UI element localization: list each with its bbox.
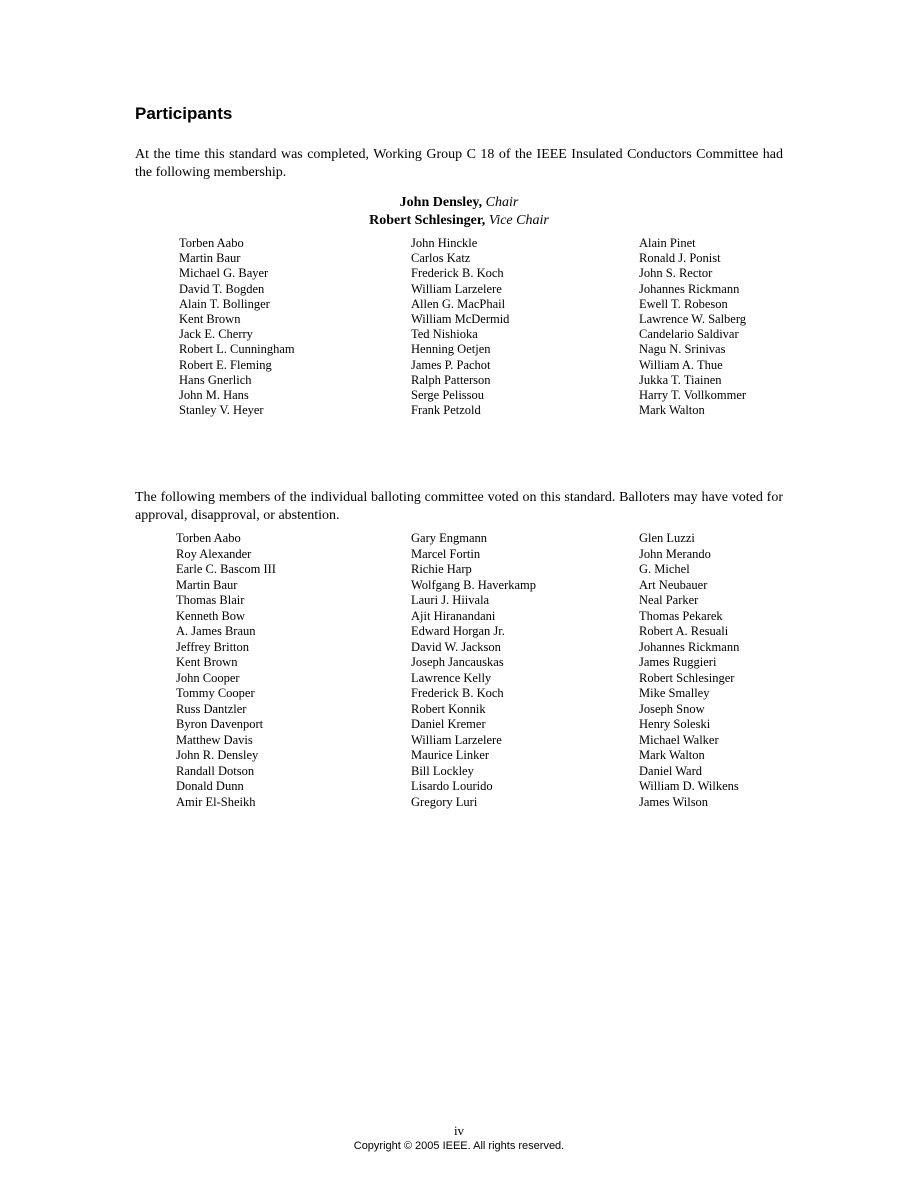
member-name: Michael G. Bayer <box>179 266 269 281</box>
balloter-name: Wolfgang B. Haverkamp <box>411 577 536 592</box>
balloter-name: Donald Dunn <box>176 779 244 793</box>
balloter-name: Tommy Cooper <box>176 686 255 700</box>
member-name: James P. Pachot <box>411 357 491 372</box>
section-heading: Participants <box>135 104 233 123</box>
officer-role: Chair <box>485 195 519 210</box>
officers-block <box>135 194 783 230</box>
balloter-name: G. Michel <box>639 562 690 576</box>
member-name: Ronald J. Ponist <box>639 251 721 266</box>
officer-vice-chair <box>135 212 783 230</box>
balloting-column-2 <box>411 531 536 810</box>
balloter-name: Bill Lockley <box>411 763 474 778</box>
balloter-name: A. James Braun <box>176 624 256 638</box>
balloter-name: Mark Walton <box>639 748 705 762</box>
balloter-name: John Cooper <box>176 670 240 685</box>
balloter-name: Jeffrey Britton <box>176 639 250 654</box>
balloter-name: Daniel Kremer <box>411 717 486 731</box>
member-name: Candelario Saldivar <box>639 327 739 342</box>
member-name: Frank Petzold <box>411 403 481 418</box>
member-name: Henning Oetjen <box>411 342 491 357</box>
member-name: Nagu N. Srinivas <box>639 342 726 357</box>
balloting-paragraph: The following members of the individual balloting committee voted on this standard. Balloters may have voted for approval, disapproval, or abstention. <box>135 490 783 523</box>
balloter-name: Mike Smalley <box>639 686 710 700</box>
member-name: Ted Nishioka <box>411 327 478 342</box>
officer-name: Robert Schlesinger, <box>369 213 486 228</box>
balloter-name: Marcel Fortin <box>411 546 481 561</box>
page-number: iv <box>453 1123 465 1138</box>
balloter-name: Lawrence Kelly <box>411 670 492 685</box>
balloter-name: Michael Walker <box>639 732 719 747</box>
member-name: Johannes Rickmann <box>639 281 740 296</box>
member-name: Stanley V. Heyer <box>179 403 264 418</box>
balloter-name: Roy Alexander <box>176 546 252 561</box>
balloter-name: Henry Soleski <box>639 717 711 731</box>
balloter-name: Joseph Snow <box>639 701 705 716</box>
balloter-name: Lauri J. Hiivala <box>411 593 490 607</box>
member-name: Ralph Patterson <box>411 372 491 387</box>
balloter-name: Edward Horgan Jr. <box>411 624 505 638</box>
member-name: Kent Brown <box>179 312 241 327</box>
balloter-name: Frederick B. Koch <box>411 686 504 700</box>
balloter-name: William Larzelere <box>411 732 502 747</box>
balloter-name: Gregory Luri <box>411 794 478 809</box>
member-name: Alain Pinet <box>639 236 696 250</box>
member-name: William McDermid <box>411 312 510 327</box>
balloter-name: Kent Brown <box>176 655 238 669</box>
member-name: Jukka T. Tiainen <box>639 372 722 387</box>
balloter-name: James Wilson <box>639 794 709 809</box>
balloter-name: Amir El-Sheikh <box>176 794 256 809</box>
balloting-column-3 <box>639 531 739 810</box>
officer-role: Vice Chair <box>488 213 549 228</box>
balloter-name: John Merando <box>639 546 711 561</box>
member-name: John M. Hans <box>179 388 249 403</box>
balloter-name: Torben Aabo <box>176 531 241 545</box>
balloter-name: Art Neubauer <box>639 577 708 592</box>
member-name: John S. Rector <box>639 266 713 281</box>
balloter-name: William D. Wilkens <box>639 779 739 793</box>
member-name: Mark Walton <box>639 403 705 418</box>
balloter-name: Randall Dotson <box>176 763 255 778</box>
working-group-column-2 <box>411 236 509 418</box>
balloter-name: Maurice Linker <box>411 748 490 762</box>
member-name: Allen G. MacPhail <box>411 296 506 311</box>
member-name: Frederick B. Koch <box>411 266 504 281</box>
member-name: Harry T. Vollkommer <box>639 388 747 403</box>
member-name: Torben Aabo <box>179 236 244 250</box>
intro-paragraph: At the time this standard was completed, Working Group C 18 of the IEEE Insulated Conductors Committee had the following membership. <box>135 147 783 180</box>
member-name: William Larzelere <box>411 281 502 296</box>
member-name: Martin Baur <box>179 251 241 266</box>
balloter-name: Gary Engmann <box>411 531 488 545</box>
balloter-name: Byron Davenport <box>176 717 264 731</box>
balloter-name: Lisardo Lourido <box>411 779 493 793</box>
balloter-name: Martin Baur <box>176 577 238 592</box>
working-group-column-1 <box>179 236 295 418</box>
copyright-notice: Copyright © 2005 IEEE. All rights reserved. <box>353 1140 565 1152</box>
member-name: Jack E. Cherry <box>179 327 253 342</box>
balloter-name: Earle C. Bascom III <box>176 562 276 576</box>
member-name: John Hinckle <box>411 236 478 250</box>
member-name: Serge Pelissou <box>411 388 485 403</box>
balloter-name: Richie Harp <box>411 562 472 576</box>
balloter-name: Thomas Pekarek <box>639 608 723 623</box>
balloter-name: James Ruggieri <box>639 655 717 669</box>
balloter-name: John R. Densley <box>176 748 259 762</box>
balloter-name: David W. Jackson <box>411 639 501 654</box>
balloter-name: Daniel Ward <box>639 763 702 778</box>
working-group-column-3 <box>639 236 746 418</box>
member-name: Alain T. Bollinger <box>179 296 270 311</box>
member-name: Robert E. Fleming <box>179 357 272 372</box>
balloter-name: Robert Schlesinger <box>639 670 735 685</box>
officer-chair <box>135 194 783 212</box>
balloter-name: Johannes Rickmann <box>639 639 740 654</box>
balloting-column-1 <box>176 531 276 810</box>
balloter-name: Robert Konnik <box>411 701 486 716</box>
member-name: David T. Bogden <box>179 281 265 296</box>
balloter-name: Glen Luzzi <box>639 531 695 545</box>
member-name: Carlos Katz <box>411 251 471 266</box>
balloter-name: Ajit Hiranandani <box>411 608 496 623</box>
member-name: William A. Thue <box>639 357 723 372</box>
member-name: Lawrence W. Salberg <box>639 312 747 327</box>
balloter-name: Thomas Blair <box>176 593 245 607</box>
balloter-name: Russ Dantzler <box>176 701 247 716</box>
balloter-name: Robert A. Resuali <box>639 624 729 638</box>
balloter-name: Neal Parker <box>639 593 699 607</box>
balloter-name: Joseph Jancauskas <box>411 655 504 669</box>
member-name: Hans Gnerlich <box>179 372 252 387</box>
member-name: Ewell T. Robeson <box>639 296 728 311</box>
member-name: Robert L. Cunningham <box>179 342 295 357</box>
officer-name: John Densley, <box>399 195 483 210</box>
balloter-name: Matthew Davis <box>176 732 253 747</box>
balloter-name: Kenneth Bow <box>176 608 246 623</box>
